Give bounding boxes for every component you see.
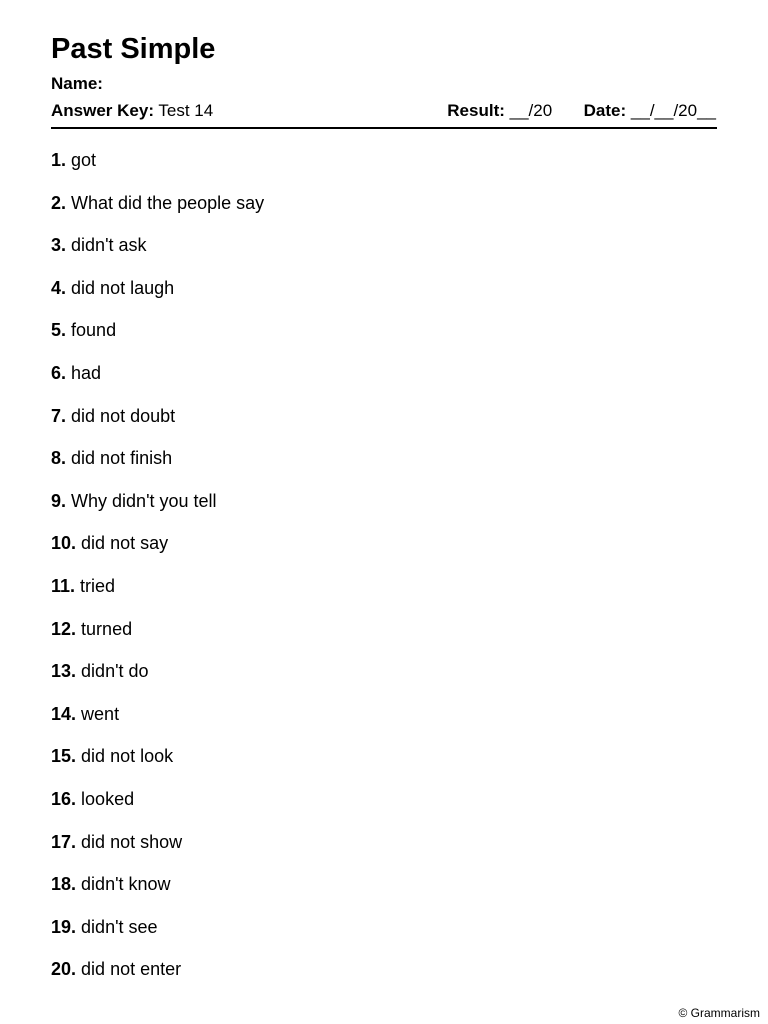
answer-number: 3.	[51, 235, 67, 256]
answer-text: did not doubt	[71, 405, 176, 426]
header-divider	[51, 127, 717, 129]
answer-text: did not look	[81, 746, 174, 767]
answer-item	[51, 575, 264, 618]
answer-number: 7.	[51, 405, 67, 426]
answer-item	[51, 277, 264, 320]
date-value: __/__/20__	[630, 101, 716, 120]
answer-text: didn't see	[81, 916, 158, 937]
answer-number: 18.	[51, 874, 77, 895]
copyright-notice: © Grammarism	[678, 1006, 760, 1020]
answer-number: 12.	[51, 618, 77, 639]
answer-item	[51, 958, 264, 1001]
answer-item	[51, 319, 264, 362]
answer-text: didn't do	[81, 661, 149, 682]
answer-key-info	[51, 101, 213, 121]
result-value: __/20	[509, 101, 553, 120]
answer-number: 19.	[51, 916, 77, 937]
answer-item	[51, 149, 264, 192]
answer-number: 11.	[51, 575, 76, 596]
answer-number: 14.	[51, 703, 77, 724]
answer-number: 10.	[51, 533, 77, 554]
answer-number: 13.	[51, 661, 77, 682]
test-name: Test 14	[158, 101, 214, 120]
answer-text: did not enter	[81, 959, 182, 980]
name-label: Name:	[51, 74, 103, 93]
answer-number: 20.	[51, 959, 77, 980]
answer-item	[51, 745, 264, 788]
answer-text: did not show	[81, 831, 183, 852]
answer-item	[51, 788, 264, 831]
answer-item	[51, 405, 264, 448]
answer-item	[51, 660, 264, 703]
answer-text: What did the people say	[71, 192, 265, 213]
answer-item	[51, 447, 264, 490]
answer-key-label: Answer Key:	[51, 101, 154, 120]
answer-text: did not laugh	[71, 277, 175, 298]
answer-text: had	[71, 362, 102, 383]
answer-item	[51, 532, 264, 575]
answer-text: went	[81, 703, 120, 724]
page-title: Past Simple	[51, 33, 216, 65]
answer-number: 16.	[51, 788, 77, 809]
answer-text: got	[71, 150, 97, 170]
answer-item	[51, 192, 264, 235]
answer-text: didn't ask	[71, 235, 147, 256]
answer-text: did not finish	[71, 448, 173, 469]
date-label: Date:	[583, 101, 627, 120]
answer-text: tried	[80, 575, 116, 596]
answer-number: 5.	[51, 320, 67, 341]
answer-number: 17.	[51, 831, 77, 852]
answer-number: 6.	[51, 362, 67, 383]
result-date-info	[447, 101, 716, 121]
answer-number: 8.	[51, 448, 67, 469]
answer-item	[51, 831, 264, 874]
answer-key-row	[51, 101, 716, 121]
answer-text: did not say	[81, 533, 169, 554]
answer-item	[51, 234, 264, 277]
result-label: Result:	[447, 101, 505, 120]
answer-number: 9.	[51, 490, 67, 511]
answer-number: 2.	[51, 192, 67, 213]
answer-text: turned	[81, 618, 133, 639]
answer-item	[51, 703, 264, 746]
answer-text: didn't know	[81, 874, 171, 895]
answer-text: found	[71, 320, 117, 341]
answer-item	[51, 618, 264, 661]
answer-item	[51, 362, 264, 405]
answer-item	[51, 490, 264, 533]
answer-number: 4.	[51, 277, 67, 298]
answer-text: looked	[81, 788, 135, 809]
answer-item	[51, 916, 264, 959]
answer-item	[51, 873, 264, 916]
answer-number: 15.	[51, 746, 77, 767]
answer-text: Why didn't you tell	[71, 490, 217, 511]
answer-list	[51, 149, 264, 1001]
answer-number: 1.	[51, 150, 67, 170]
